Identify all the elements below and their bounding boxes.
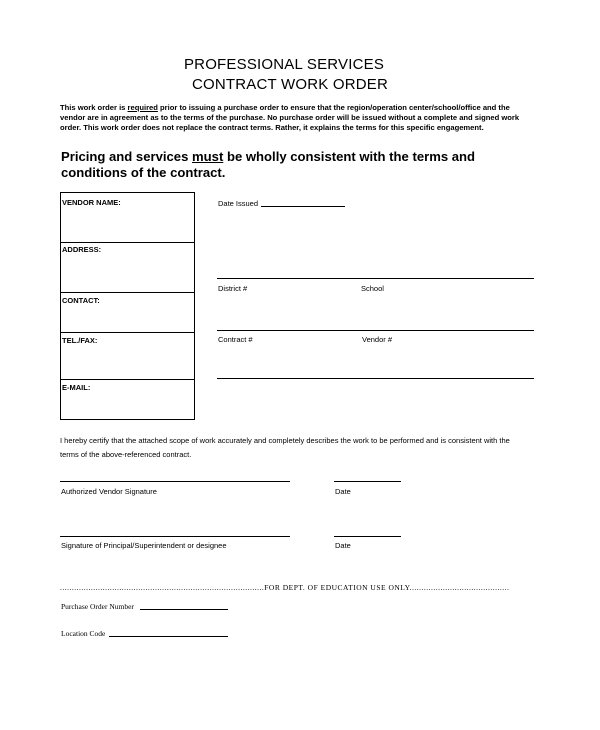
vendor-signature-label: Authorized Vendor Signature: [61, 487, 157, 496]
purchase-order-label: Purchase Order Number: [61, 602, 134, 611]
title-line-1: PROFESSIONAL SERVICES: [183, 56, 385, 73]
certification-text: I hereby certify that the attached scope of work accurately and completely describes the work to be performed and is consistent with the terms of the above-referenced contract.: [60, 436, 510, 459]
date-issued-label: Date Issued: [218, 199, 259, 208]
dept-use-label: FOR DEPT. OF EDUCATION USE ONLY: [264, 583, 410, 592]
headline-must: must: [192, 149, 224, 164]
vendor-signature-line[interactable]: [60, 481, 290, 482]
district-top-line: [217, 278, 534, 279]
intro-required: required: [127, 103, 158, 112]
intro-text-1: This work order is: [60, 103, 128, 112]
district-label: District #: [218, 284, 248, 293]
contact-label: CONTACT:: [62, 296, 100, 305]
contract-label: Contract #: [218, 335, 253, 344]
email-cell[interactable]: [60, 379, 195, 420]
principal-signature-label: Signature of Principal/Superintendent or designee: [61, 541, 227, 550]
vendor-name-label: VENDOR NAME:: [62, 198, 121, 207]
headline-text-1: Pricing and services: [61, 149, 193, 164]
contract-vendor-line[interactable]: [217, 378, 534, 379]
tel-fax-label: TEL./FAX:: [62, 336, 98, 345]
tel-fax-cell[interactable]: [60, 332, 195, 379]
date-issued-line[interactable]: [261, 206, 345, 207]
address-cell[interactable]: [60, 242, 195, 292]
pricing-headline: [61, 149, 541, 181]
intro-text-2: prior to issuing a purchase order to ensure that the region/operation center/school/office and the vendor are in agreement as to the terms of the purchase. No purchase order will be issued without a complete and signed work order. This work order does not replace the contract terms. Rather, it explains the terms for this specific engagement.: [60, 103, 520, 132]
principal-signature-line[interactable]: [60, 536, 290, 537]
date1-label: Date: [335, 487, 351, 496]
school-label: School: [361, 284, 384, 293]
contact-cell[interactable]: [60, 292, 195, 332]
date2-label: Date: [335, 541, 351, 550]
location-code-label: Location Code: [61, 629, 106, 638]
dept-dots-right: ..........................................: [409, 583, 510, 592]
district-school-line[interactable]: [217, 330, 534, 331]
purchase-order-line[interactable]: [140, 609, 228, 610]
address-label: ADDRESS:: [62, 245, 102, 254]
headline-text-2: be wholly consistent with the terms and conditions of the contract.: [61, 149, 476, 180]
email-label: E-MAIL:: [62, 383, 91, 392]
location-code-line[interactable]: [109, 636, 228, 637]
date1-line[interactable]: [334, 481, 401, 482]
vendor-number-label: Vendor #: [362, 335, 393, 344]
dept-dots-left: ......................................................................................: [60, 583, 265, 592]
vendor-name-cell[interactable]: [60, 192, 195, 242]
date2-line[interactable]: [334, 536, 401, 537]
title-line-2: CONTRACT WORK ORDER: [191, 76, 389, 93]
dept-use-header: [60, 583, 509, 592]
intro-paragraph: [60, 103, 532, 133]
